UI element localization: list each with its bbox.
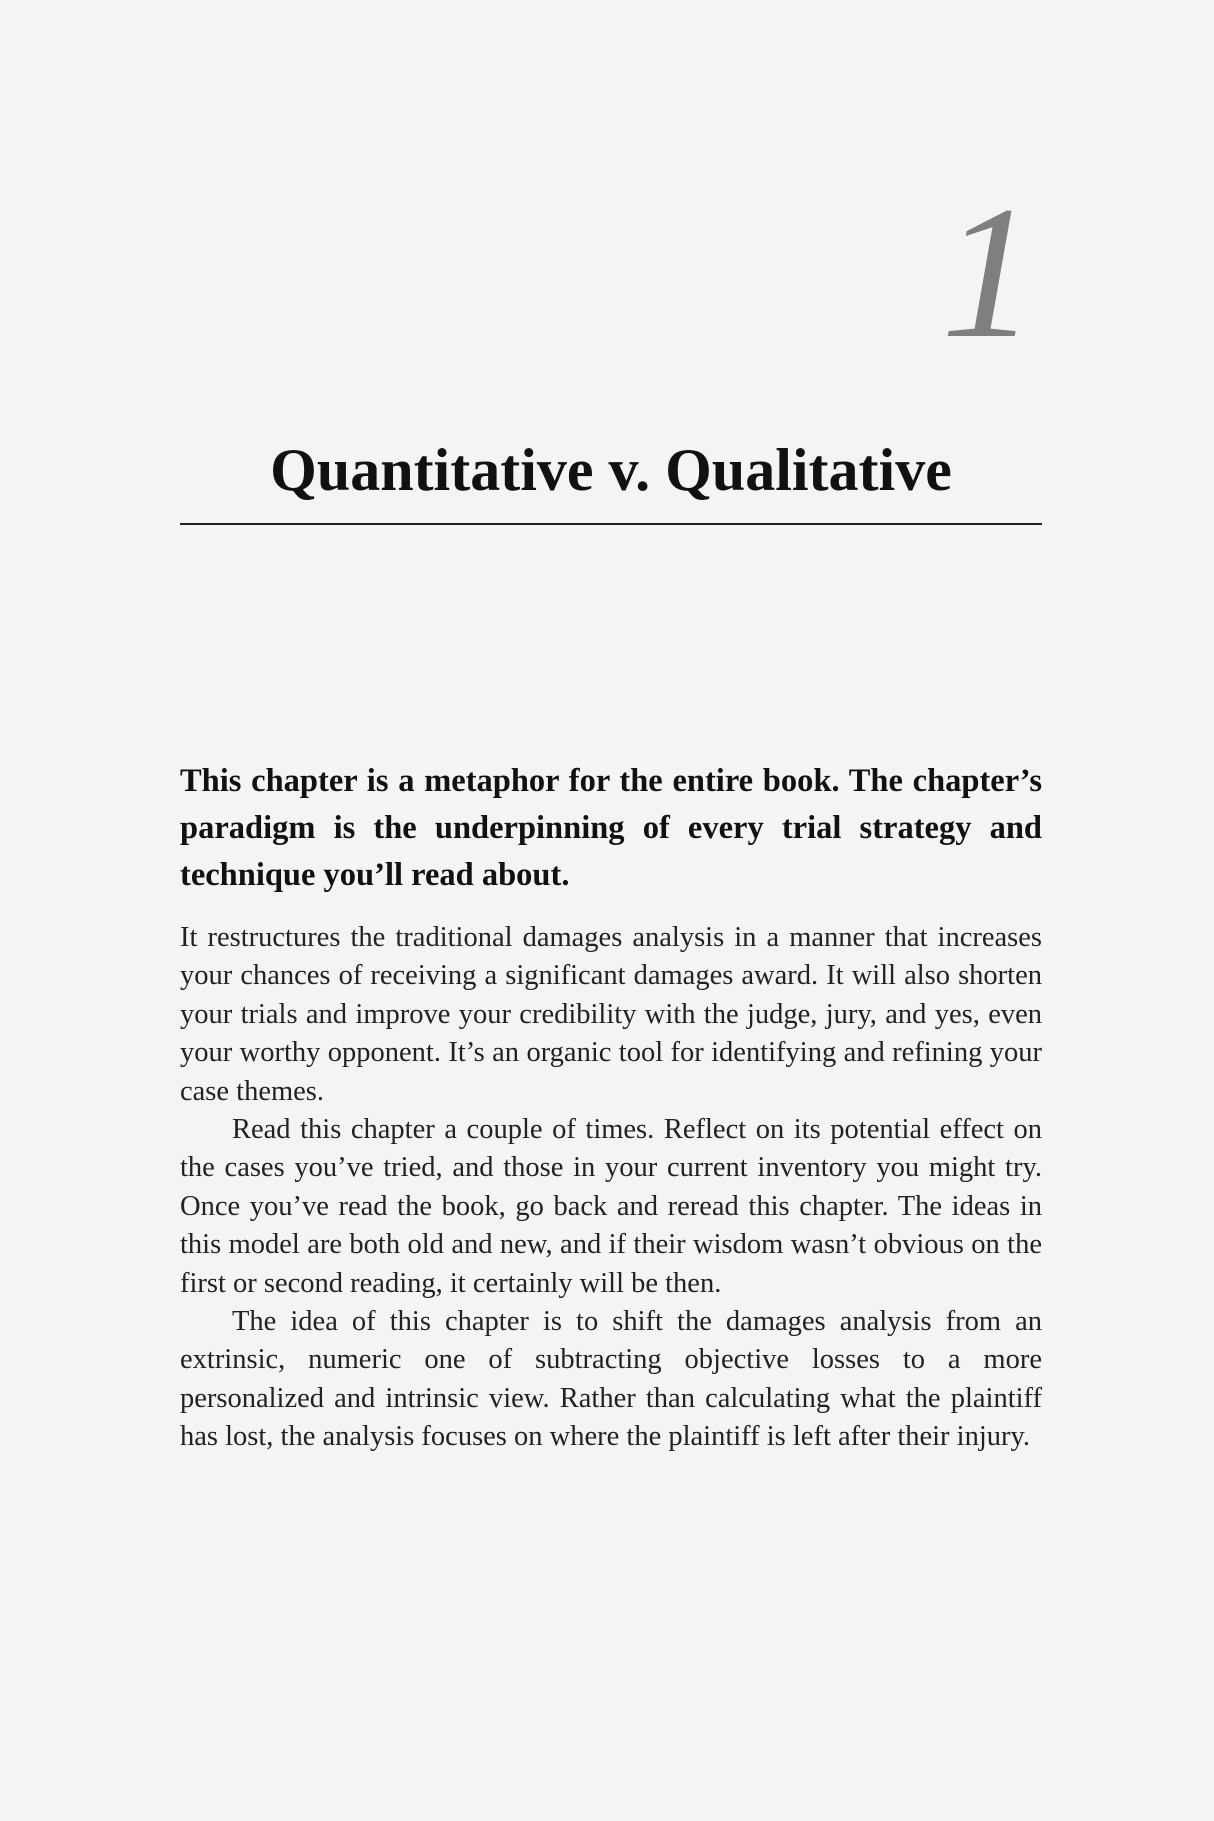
body-paragraph-2: Read this chapter a couple of times. Reflect on its potential effect on the cases you’ve tried, and those in your current inventory you might try. Once you’ve read the book, go back and reread this chapter. The ideas in this model are both old and new, and if their wisdom wasn’t obvious on the first or second reading, it certainly will be then. <box>180 1114 1042 1299</box>
lead-paragraph: This chapter is a metaphor for the entire book. The chapter’s paradigm is the underpinning of every trial strategy and technique you’ll read about. <box>180 763 1042 893</box>
chapter-number: 1 <box>941 168 1036 378</box>
title-divider <box>180 523 1042 525</box>
chapter-body <box>180 758 1042 1457</box>
body-paragraph-1: It restructures the traditional damages analysis in a manner that increases your chances of receiving a significant damages award. It will also shorten your trials and improve your credibility with the judge, jury, and yes, even your worthy opponent. It’s an organic tool for identifying and refining your case themes. <box>180 922 1042 1107</box>
body-paragraph-3: The idea of this chapter is to shift the damages analysis from an extrinsic, numeric one of subtracting objective losses to a more personalized and intrinsic view. Rather than calculating what the plaintiff has lost, the analysis focuses on where the plaintiff is left after their injury. <box>180 1306 1042 1453</box>
chapter-title: Quantitative v. Qualitative <box>270 437 952 503</box>
